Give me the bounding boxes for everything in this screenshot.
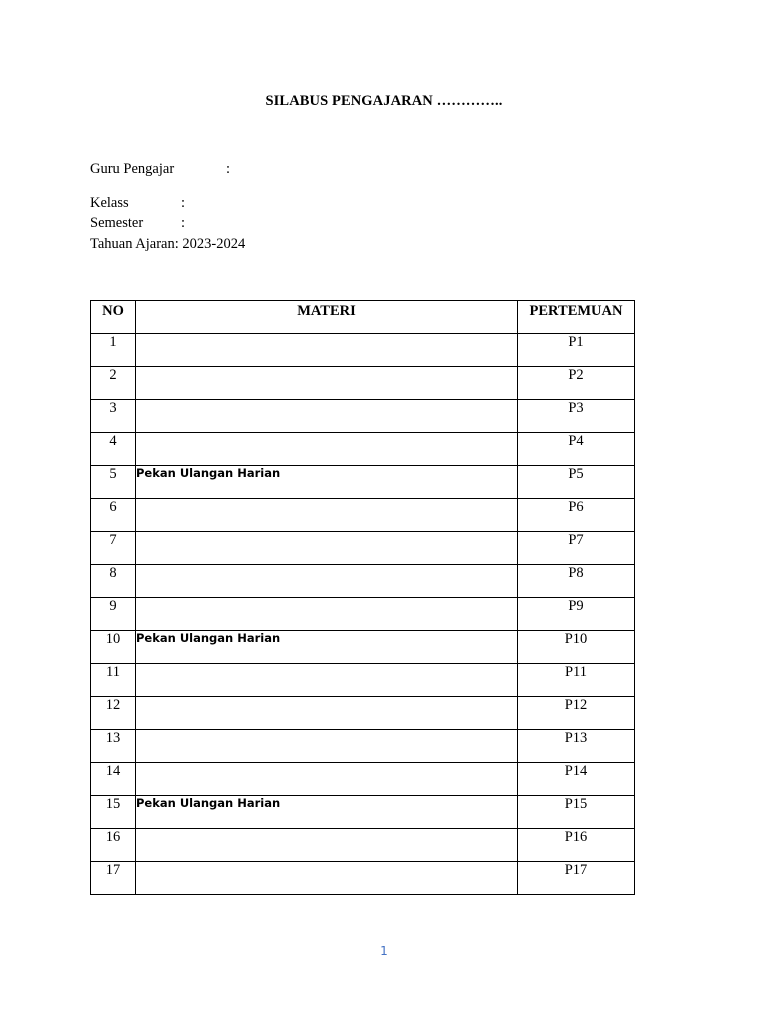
cell-pertemuan: P9 [518,598,635,631]
cell-materi [136,400,518,433]
cell-materi [136,763,518,796]
table-row [91,697,635,730]
table-row [91,433,635,466]
cell-materi: Pekan Ulangan Harian [136,466,518,499]
cell-materi [136,367,518,400]
cell-no: 9 [91,598,136,631]
cell-no: 14 [91,763,136,796]
cell-no: 12 [91,697,136,730]
table-row [91,730,635,763]
field-label-guru-pengajar: Guru Pengajar [90,161,175,177]
table-row [91,796,635,829]
table-body [91,334,635,895]
cell-no: 5 [91,466,136,499]
table-row [91,829,635,862]
column-header-pertemuan: PERTEMUAN [518,301,635,334]
cell-pertemuan: P17 [518,862,635,895]
field-guru-pengajar [90,160,231,178]
cell-pertemuan: P8 [518,565,635,598]
cell-materi [136,664,518,697]
cell-pertemuan: P2 [518,367,635,400]
table-row [91,763,635,796]
table-row [91,499,635,532]
column-header-materi: MATERI [136,301,518,334]
table-row [91,862,635,895]
cell-materi [136,829,518,862]
cell-no: 4 [91,433,136,466]
cell-no: 11 [91,664,136,697]
cell-pertemuan: P3 [518,400,635,433]
page-number: 1 [380,944,388,958]
cell-no: 7 [91,532,136,565]
cell-no: 13 [91,730,136,763]
cell-pertemuan: P6 [518,499,635,532]
column-header-no: NO [91,301,136,334]
cell-materi [136,499,518,532]
cell-no: 2 [91,367,136,400]
cell-pertemuan: P15 [518,796,635,829]
cell-pertemuan: P1 [518,334,635,367]
cell-materi [136,532,518,565]
cell-materi [136,433,518,466]
cell-pertemuan: P13 [518,730,635,763]
cell-no: 6 [91,499,136,532]
field-separator-guru-pengajar: : [226,161,231,177]
cell-pertemuan: P16 [518,829,635,862]
field-label-semester: Semester [90,215,144,231]
cell-materi: Pekan Ulangan Harian [136,631,518,664]
cell-materi [136,334,518,367]
table-row [91,598,635,631]
cell-pertemuan: P5 [518,466,635,499]
cell-pertemuan: P11 [518,664,635,697]
table-header-row [91,301,635,334]
cell-materi [136,862,518,895]
cell-no: 15 [91,796,136,829]
cell-materi [136,598,518,631]
cell-no: 8 [91,565,136,598]
cell-pertemuan: P7 [518,532,635,565]
cell-no: 10 [91,631,136,664]
table-row [91,565,635,598]
table-row [91,466,635,499]
field-semester [90,214,186,232]
cell-no: 17 [91,862,136,895]
field-separator-kelas: : [181,195,186,211]
field-kelas [90,194,186,212]
table-row [91,334,635,367]
table-row [91,664,635,697]
field-label-kelas: Kelass [90,195,129,211]
cell-pertemuan: P12 [518,697,635,730]
field-separator-semester: : [181,215,186,231]
cell-materi [136,730,518,763]
cell-materi [136,565,518,598]
table-row [91,367,635,400]
cell-no: 16 [91,829,136,862]
cell-no: 1 [91,334,136,367]
document-title: SILABUS PENGAJARAN ………….. [265,93,503,109]
cell-materi [136,697,518,730]
cell-materi: Pekan Ulangan Harian [136,796,518,829]
field-tahun-ajaran: Tahuan Ajaran: 2023-2024 [90,236,246,252]
table-row [91,631,635,664]
cell-pertemuan: P10 [518,631,635,664]
cell-pertemuan: P14 [518,763,635,796]
syllabus-table [90,300,635,895]
cell-no: 3 [91,400,136,433]
table-row [91,400,635,433]
cell-pertemuan: P4 [518,433,635,466]
table-row [91,532,635,565]
